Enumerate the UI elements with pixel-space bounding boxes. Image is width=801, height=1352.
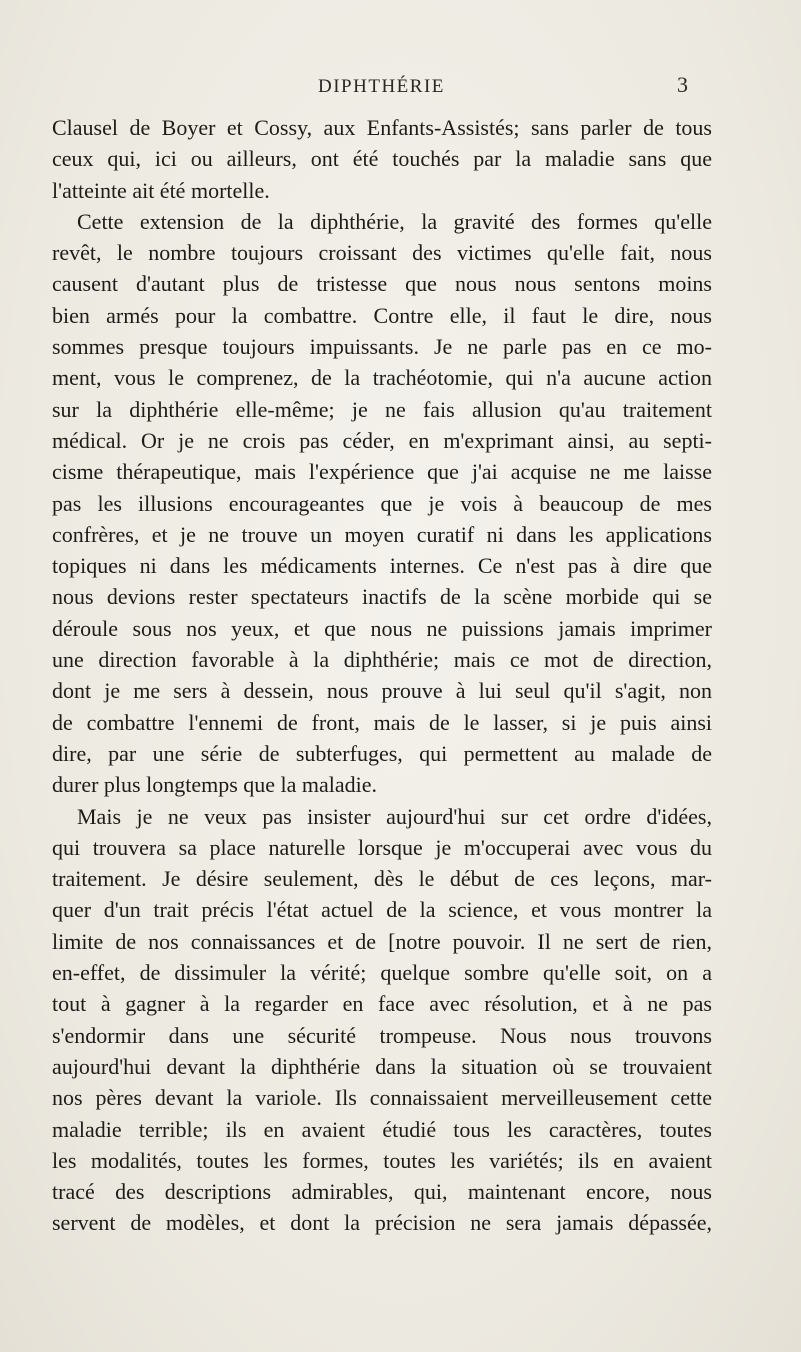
text-line: servent de modèles, et dont la précision ne sera jamais dépassée,	[52, 1210, 712, 1236]
text-line: nos pères devant la variole. Ils connaissaient merveilleusement cette	[52, 1085, 712, 1111]
running-head	[0, 72, 801, 106]
text-line: une direction favorable à la diphthérie; mais ce mot de direction,	[52, 647, 712, 673]
running-title: DIPHTHÉRIE	[318, 76, 445, 97]
body-text	[52, 112, 712, 1239]
text-line: Cette extension de la diphthérie, la gravité des formes qu'elle	[77, 208, 712, 234]
text-line: ment, vous le comprenez, de la trachéotomie, qui n'a aucune action	[52, 365, 712, 391]
text-line: dire, par une série de subterfuges, qui permettent au malade de	[52, 740, 712, 766]
text-line: limite de nos connaissances et de [notre pouvoir. Il ne sert de rien,	[52, 928, 712, 954]
text-line: confrères, et je ne trouve un moyen curatif ni dans les applications	[52, 521, 712, 547]
text-line: cisme thérapeutique, mais l'expérience que j'ai acquise ne me laisse	[52, 459, 712, 485]
text-line: bien armés pour la combattre. Contre elle, il faut le dire, nous	[52, 302, 712, 328]
text-line: déroule sous nos yeux, et que nous ne puissions jamais imprimer	[52, 615, 712, 641]
text-line: maladie terrible; ils en avaient étudié tous les caractères, toutes	[52, 1116, 712, 1142]
text-line: causent d'autant plus de tristesse que nous nous sentons moins	[52, 271, 712, 297]
text-line: pas les illusions encourageantes que je vois à beaucoup de mes	[52, 490, 712, 516]
page-number: 3	[677, 72, 688, 97]
text-line: quer d'un trait précis l'état actuel de la science, et vous montrer la	[52, 897, 712, 923]
text-line: topiques ni dans les médicaments internes. Ce n'est pas à dire que	[52, 553, 712, 579]
text-line: aujourd'hui devant la diphthérie dans la situation où se trouvaient	[52, 1053, 712, 1079]
text-line: qui trouvera sa place naturelle lorsque je m'occuperai avec vous du	[52, 834, 712, 860]
text-line: ceux qui, ici ou ailleurs, ont été touchés par la maladie sans que	[52, 146, 712, 172]
text-line: tracé des descriptions admirables, qui, maintenant encore, nous	[52, 1179, 712, 1205]
text-line: durer plus longtemps que la maladie.	[52, 772, 378, 798]
text-line: dont je me sers à dessein, nous prouve à lui seul qu'il s'agit, non	[52, 678, 712, 704]
text-line: sur la diphthérie elle-même; je ne fais allusion qu'au traitement	[52, 396, 712, 422]
text-line: de combattre l'ennemi de front, mais de le lasser, si je puis ainsi	[52, 709, 712, 735]
text-line: sommes presque toujours impuissants. Je ne parle pas en ce mo-	[52, 334, 712, 360]
text-line: médical. Or je ne crois pas céder, en m'exprimant ainsi, au septi-	[52, 427, 712, 453]
text-line: Mais je ne veux pas insister aujourd'hui sur cet ordre d'idées,	[77, 803, 712, 829]
text-line: traitement. Je désire seulement, dès le début de ces leçons, mar-	[52, 866, 712, 892]
text-line: en-effet, de dissimuler la vérité; quelque sombre qu'elle soit, on a	[52, 960, 712, 986]
text-line: revêt, le nombre toujours croissant des victimes qu'elle fait, nous	[52, 240, 712, 266]
text-line: tout à gagner à la regarder en face avec résolution, et à ne pas	[52, 991, 712, 1017]
text-line: l'atteinte ait été mortelle.	[52, 177, 270, 203]
text-line: les modalités, toutes les formes, toutes les variétés; ils en avaient	[52, 1147, 712, 1173]
text-line: s'endormir dans une sécurité trompeuse. Nous nous trouvons	[52, 1022, 712, 1048]
text-line: Clausel de Boyer et Cossy, aux Enfants-Assistés; sans parler de tous	[52, 115, 712, 140]
text-line: nous devions rester spectateurs inactifs de la scène morbide qui se	[52, 584, 712, 610]
